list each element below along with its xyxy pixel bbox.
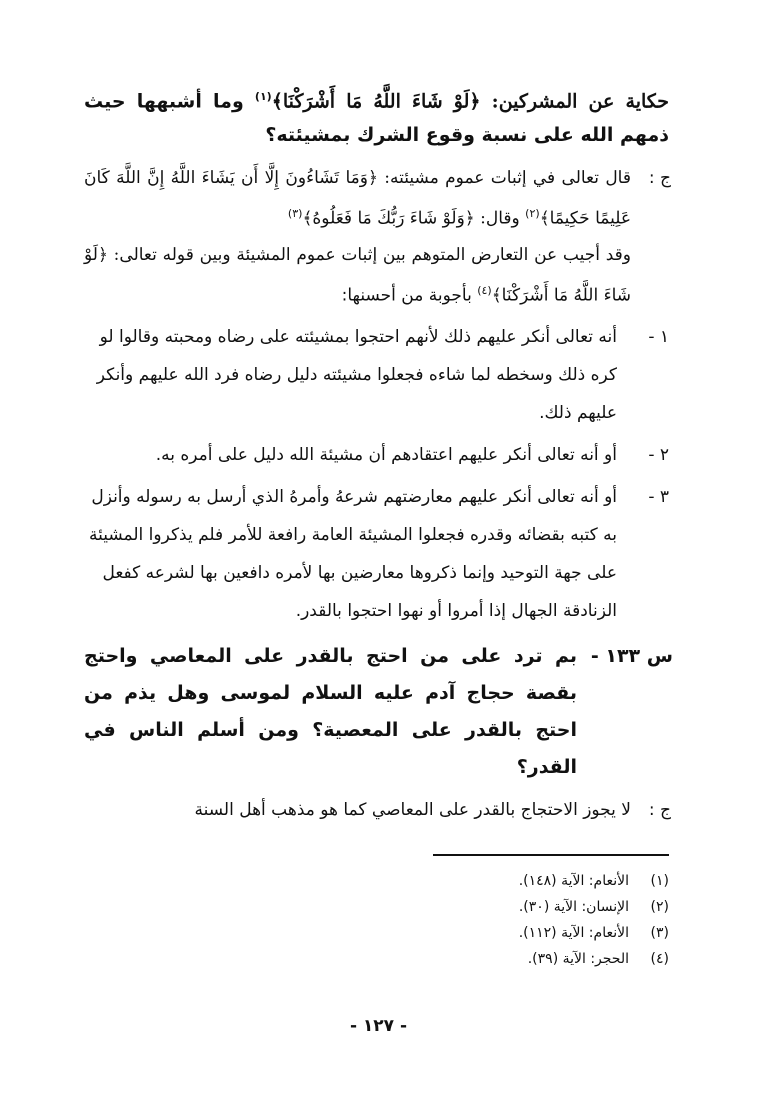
answer-label: ج :: [648, 799, 671, 820]
question-line1: حكاية عن المشركين: ﴿لَوْ شَاءَ اللَّهُ مَا أَشْرَكْنَا﴾: [271, 90, 670, 113]
list-item: [84, 436, 669, 474]
answer-p1-text: قال تعالى في إثبات عموم مشيئته: ﴿وَمَا تَشَاءُونَ إِلَّا أَن يَشَاءَ اللَّهُ إِنَّ اللَّهَ كَانَ عَلِيمًا حَكِيمًا﴾: [84, 168, 631, 229]
list-item: [84, 478, 669, 630]
question-133: [84, 638, 673, 786]
footnote-text: الحجر: الآية (٣٩).: [527, 951, 629, 967]
question-label: س ١٣٣ -: [590, 644, 673, 667]
question-continuation: [84, 80, 669, 152]
footnote-ref-4: (٤): [477, 283, 492, 297]
footnote: [369, 946, 669, 972]
list-item-number: ٣ -: [648, 486, 669, 507]
list-item: [84, 318, 669, 432]
answer-p2-text: وقد أجيب عن التعارض المتوهم بين إثبات عموم المشيئة وبين قوله تعالى: ﴿لَوْ شَاءَ اللَّهُ مَا أَشْرَكْنَا﴾: [84, 244, 631, 306]
footnote-number: (٤): [650, 951, 669, 967]
footnote-divider: [433, 854, 669, 856]
list-item-text: أو أنه تعالى أنكر عليهم معارضتهم شرعهُ وأمرهُ الذي أرسل به رسوله وأنزل به كتبه بقضائه وقدره فجعلوا المشيئة العامة رافعة للأمر فلم يذكروا المشيئة على جهة التوحيد وإنما ذكروها معارضين بها لأمره دافعين بها لشرعه كفعل الزنادقة الجهال إذا أمروا أو نهوا احتجوا بالقدر.: [88, 486, 617, 621]
footnote: [369, 894, 669, 920]
footnote-ref-3: (٣): [287, 207, 303, 221]
footnote-number: (١): [650, 873, 669, 889]
page-number: - ١٢٧ -: [349, 1016, 408, 1036]
answer-paragraph-2: [84, 237, 631, 314]
answer-paragraph-1: [84, 160, 631, 237]
answer-block-2: [84, 792, 669, 828]
list-item-text: أو أنه تعالى أنكر عليهم اعتقادهم أن مشيئة الله دليل على أمره به.: [155, 444, 617, 465]
footnote-text: الأنعام: الآية (١٤٨).: [518, 873, 629, 889]
footnotes: [369, 868, 669, 972]
answer-p2-text-b: بأجوبة من أحسنها:: [341, 285, 478, 306]
answer-text: لا يجوز الاحتجاج بالقدر على المعاصي كما هو مذهب أهل السنة: [194, 799, 631, 820]
question-text: بم ترد على من احتج بالقدر على المعاصي واحتج بقصة حجاج آدم عليه السلام لموسى وهل يذم من احتج بالقدر على المعصية؟ ومن أسلم الناس في القدر؟: [84, 644, 577, 778]
footnote-number: (٣): [650, 925, 669, 941]
list-item-number: ١ -: [648, 326, 669, 347]
question-line2: أشبهها حيث ذمهم الله على نسبة وقوع الشرك بمشيئته؟: [84, 90, 669, 147]
answer-block-1: [84, 160, 669, 313]
footnote-text: الإنسان: الآية (٣٠).: [518, 899, 629, 915]
footnote-ref-2: (٢): [525, 207, 540, 221]
main-text: [84, 80, 673, 828]
question-line1-end: وما: [213, 90, 255, 113]
footnote-text: الأنعام: الآية (١١٢).: [518, 925, 629, 941]
list-item-number: ٢ -: [648, 444, 669, 465]
list-item-text: أنه تعالى أنكر عليهم ذلك لأنهم احتجوا بمشيئته على رضاه ومحبته وقالوا لو كره ذلك وسخطه لما شاءه فجعلوا مشيئته دليل رضاه فرد الله عليهم وأنكر عليهم ذلك.: [96, 326, 617, 423]
answer-label: ج :: [648, 168, 671, 189]
footnote: [369, 868, 669, 894]
footnote-number: (٢): [650, 899, 669, 915]
footnote: [369, 920, 669, 946]
footnote-ref-1: (١): [254, 90, 272, 103]
answer-p1-text-b: وقال: ﴿وَلَوْ شَاءَ رَبُّكَ مَا فَعَلُوهُ﴾: [302, 208, 526, 229]
